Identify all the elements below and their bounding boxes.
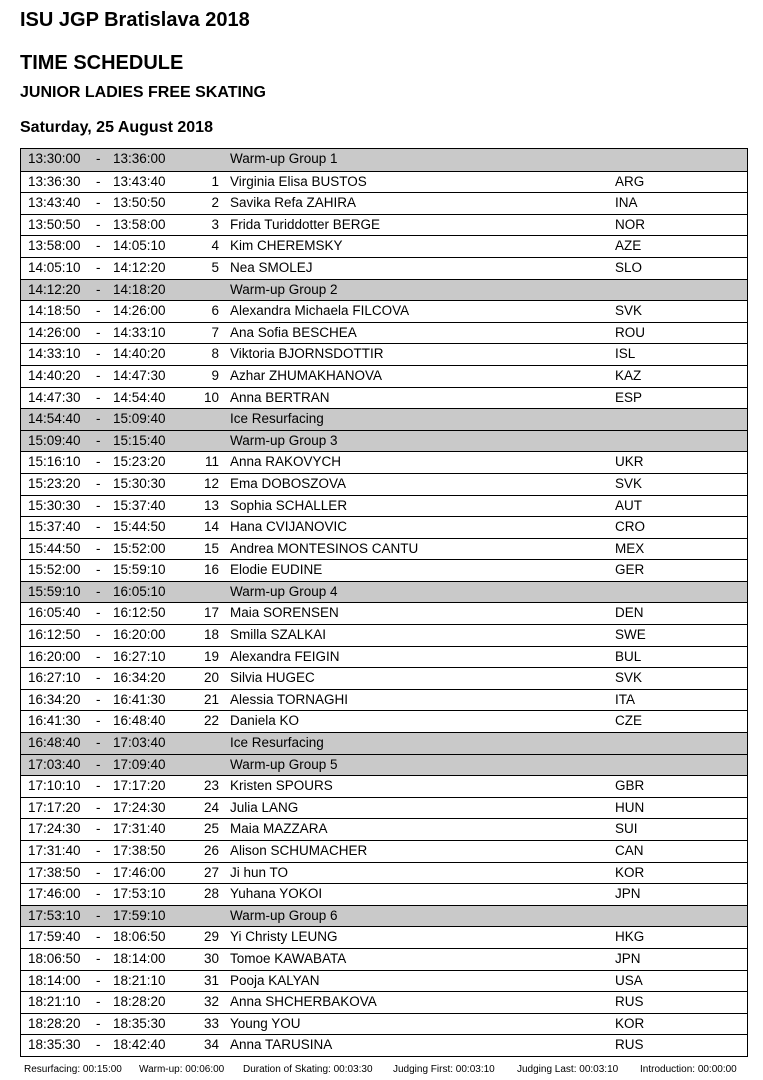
entry-name: Alessia TORNAGHI bbox=[230, 691, 349, 707]
entry-name: Savika Refa ZAHIRA bbox=[230, 195, 357, 211]
start-time: 13:43:40 bbox=[28, 195, 81, 211]
start-number: 7 bbox=[211, 324, 219, 340]
schedule-skater-row bbox=[21, 387, 747, 409]
start-number: 2 bbox=[211, 195, 219, 211]
entry-name: Tomoe KAWABATA bbox=[230, 950, 347, 966]
start-time: 14:47:30 bbox=[28, 389, 81, 405]
nation-code: KAZ bbox=[615, 367, 642, 383]
start-time: 17:31:40 bbox=[28, 843, 81, 858]
end-time: 16:34:20 bbox=[113, 670, 166, 686]
end-time: 17:46:00 bbox=[113, 864, 166, 880]
entry-name: Frida Turiddotter BERGE bbox=[230, 216, 381, 232]
time-separator: - bbox=[96, 627, 101, 643]
entry-name: Sophia SCHALLER bbox=[230, 497, 348, 513]
time-separator: - bbox=[96, 778, 101, 794]
entry-name: Silvia HUGEC bbox=[230, 670, 315, 686]
start-number: 28 bbox=[203, 886, 219, 902]
nation-code: SVK bbox=[615, 670, 643, 686]
end-time: 14:12:20 bbox=[113, 259, 166, 275]
time-separator: - bbox=[96, 691, 101, 707]
nation-code: KOR bbox=[615, 864, 645, 880]
nation-code: JPN bbox=[615, 886, 641, 902]
schedule-table bbox=[20, 148, 748, 1057]
end-time: 16:41:30 bbox=[113, 691, 166, 707]
schedule-skater-row bbox=[21, 451, 747, 473]
start-number: 22 bbox=[203, 713, 219, 729]
start-time: 18:21:10 bbox=[28, 994, 81, 1010]
end-time: 17:59:10 bbox=[113, 907, 166, 923]
time-separator: - bbox=[96, 605, 101, 621]
end-time: 18:28:20 bbox=[113, 994, 166, 1010]
page-subtitle: JUNIOR LADIES FREE SKATING bbox=[20, 84, 266, 101]
entry-name: Warm-up Group 5 bbox=[230, 756, 338, 772]
schedule-skater-row bbox=[21, 171, 747, 193]
start-number: 13 bbox=[203, 497, 219, 513]
start-time: 14:05:10 bbox=[28, 259, 81, 275]
entry-name: Ice Resurfacing bbox=[230, 735, 324, 751]
entry-name: Ice Resurfacing bbox=[230, 411, 324, 427]
end-time: 14:33:10 bbox=[113, 324, 166, 340]
schedule-skater-row bbox=[21, 883, 747, 905]
schedule-skater-row bbox=[21, 602, 747, 624]
nation-code: JPN bbox=[615, 950, 641, 966]
start-time: 18:35:30 bbox=[28, 1037, 81, 1053]
start-number: 29 bbox=[203, 929, 219, 945]
start-time: 15:44:50 bbox=[28, 540, 81, 556]
entry-name: Ema DOBOSZOVA bbox=[230, 475, 347, 491]
schedule-skater-row bbox=[21, 970, 747, 992]
schedule-segment-row bbox=[21, 754, 747, 776]
time-separator: - bbox=[96, 1037, 101, 1053]
start-time: 14:26:00 bbox=[28, 324, 81, 340]
schedule-skater-row bbox=[21, 818, 747, 840]
schedule-skater-row bbox=[21, 710, 747, 732]
entry-name: Julia LANG bbox=[230, 799, 299, 815]
start-time: 17:17:20 bbox=[28, 799, 81, 815]
footer-duration: Duration of Skating: 00:03:30 bbox=[243, 1064, 373, 1075]
end-time: 16:05:10 bbox=[113, 583, 166, 599]
end-time: 13:43:40 bbox=[113, 173, 166, 189]
footer-warmup: Warm-up: 00:06:00 bbox=[139, 1064, 225, 1075]
end-time: 15:37:40 bbox=[113, 497, 166, 513]
nation-code: UKR bbox=[615, 454, 644, 470]
nation-code: ITA bbox=[615, 691, 635, 707]
time-separator: - bbox=[96, 238, 101, 254]
entry-name: Warm-up Group 4 bbox=[230, 583, 338, 599]
schedule-skater-row bbox=[21, 495, 747, 517]
schedule-date: Saturday, 25 August 2018 bbox=[20, 119, 213, 136]
nation-code: SVK bbox=[615, 303, 643, 319]
start-number: 25 bbox=[203, 821, 219, 837]
time-separator: - bbox=[96, 864, 101, 880]
schedule-segment-row bbox=[21, 430, 747, 452]
entry-name: Alexandra FEIGIN bbox=[230, 648, 340, 664]
entry-name: Smilla SZALKAI bbox=[230, 627, 327, 643]
start-time: 13:36:30 bbox=[28, 173, 81, 189]
entry-name: Maia MAZZARA bbox=[230, 821, 328, 837]
start-time: 17:03:40 bbox=[28, 756, 81, 772]
entry-name: Virginia Elisa BUSTOS bbox=[230, 173, 367, 189]
start-time: 18:06:50 bbox=[28, 950, 81, 966]
nation-code: SVK bbox=[615, 475, 643, 491]
end-time: 15:44:50 bbox=[113, 519, 166, 535]
entry-name: Azhar ZHUMAKHANOVA bbox=[230, 367, 383, 383]
time-separator: - bbox=[96, 497, 101, 513]
start-time: 14:54:40 bbox=[28, 411, 81, 427]
footer-resurfacing: Resurfacing: 00:15:00 bbox=[24, 1064, 122, 1075]
start-time: 17:10:10 bbox=[28, 778, 81, 794]
time-separator: - bbox=[96, 540, 101, 556]
time-separator: - bbox=[96, 519, 101, 535]
nation-code: USA bbox=[615, 972, 643, 988]
end-time: 16:48:40 bbox=[113, 713, 166, 729]
footer-judging-first: Judging First: 00:03:10 bbox=[393, 1064, 495, 1075]
start-number: 18 bbox=[203, 627, 219, 643]
schedule-skater-row bbox=[21, 300, 747, 322]
start-time: 15:23:20 bbox=[28, 475, 81, 491]
time-separator: - bbox=[96, 346, 101, 362]
entry-name: Kristen SPOURS bbox=[230, 778, 333, 794]
time-separator: - bbox=[96, 195, 101, 211]
entry-name: Anna TARUSINA bbox=[230, 1037, 333, 1053]
nation-code: HUN bbox=[615, 799, 645, 815]
nation-code: SWE bbox=[615, 627, 646, 643]
start-time: 15:30:30 bbox=[28, 497, 81, 513]
time-separator: - bbox=[96, 151, 101, 166]
nation-code: DEN bbox=[615, 605, 644, 621]
start-number: 21 bbox=[203, 691, 219, 707]
entry-name: Anna SHCHERBAKOVA bbox=[230, 994, 377, 1010]
end-time: 13:50:50 bbox=[113, 195, 166, 211]
start-number: 10 bbox=[203, 389, 219, 405]
time-separator: - bbox=[96, 454, 101, 470]
start-time: 16:05:40 bbox=[28, 605, 81, 621]
schedule-skater-row bbox=[21, 775, 747, 797]
entry-name: Ji hun TO bbox=[230, 864, 289, 880]
time-separator: - bbox=[96, 1015, 101, 1031]
time-separator: - bbox=[96, 411, 101, 427]
start-time: 13:58:00 bbox=[28, 238, 81, 254]
schedule-skater-row bbox=[21, 667, 747, 689]
nation-code: ISL bbox=[615, 346, 636, 362]
end-time: 17:53:10 bbox=[113, 886, 166, 902]
time-separator: - bbox=[96, 173, 101, 189]
time-separator: - bbox=[96, 389, 101, 405]
start-number: 9 bbox=[211, 367, 219, 383]
time-separator: - bbox=[96, 324, 101, 340]
start-number: 33 bbox=[203, 1015, 219, 1031]
schedule-skater-row bbox=[21, 343, 747, 365]
schedule-footer bbox=[0, 1062, 763, 1080]
end-time: 17:38:50 bbox=[113, 843, 166, 858]
end-time: 16:12:50 bbox=[113, 605, 166, 621]
end-time: 17:17:20 bbox=[113, 778, 166, 794]
schedule-skater-row bbox=[21, 473, 747, 495]
end-time: 13:58:00 bbox=[113, 216, 166, 232]
time-separator: - bbox=[96, 281, 101, 297]
time-separator: - bbox=[96, 907, 101, 923]
nation-code: CAN bbox=[615, 843, 644, 858]
start-time: 15:37:40 bbox=[28, 519, 81, 535]
start-number: 5 bbox=[211, 259, 219, 275]
start-time: 13:50:50 bbox=[28, 216, 81, 232]
schedule-skater-row bbox=[21, 689, 747, 711]
schedule-skater-row bbox=[21, 840, 747, 862]
schedule-skater-row bbox=[21, 538, 747, 560]
start-time: 18:28:20 bbox=[28, 1015, 81, 1031]
start-number: 23 bbox=[203, 778, 219, 794]
start-number: 12 bbox=[203, 475, 219, 491]
schedule-skater-row bbox=[21, 862, 747, 884]
schedule-segment-row bbox=[21, 732, 747, 754]
start-time: 18:14:00 bbox=[28, 972, 81, 988]
entry-name: Warm-up Group 6 bbox=[230, 907, 338, 923]
event-title: ISU JGP Bratislava 2018 bbox=[20, 9, 250, 31]
time-separator: - bbox=[96, 886, 101, 902]
start-time: 15:09:40 bbox=[28, 432, 81, 448]
start-time: 17:53:10 bbox=[28, 907, 81, 923]
start-time: 14:18:50 bbox=[28, 303, 81, 319]
end-time: 14:26:00 bbox=[113, 303, 166, 319]
entry-name: Daniela KO bbox=[230, 713, 300, 729]
schedule-skater-row bbox=[21, 559, 747, 581]
nation-code: GBR bbox=[615, 778, 645, 794]
start-time: 14:40:20 bbox=[28, 367, 81, 383]
end-time: 17:03:40 bbox=[113, 735, 166, 751]
start-number: 26 bbox=[203, 843, 219, 858]
start-time: 15:16:10 bbox=[28, 454, 81, 470]
end-time: 17:09:40 bbox=[113, 756, 166, 772]
end-time: 18:06:50 bbox=[113, 929, 166, 945]
schedule-skater-row bbox=[21, 1034, 747, 1056]
start-time: 16:12:50 bbox=[28, 627, 81, 643]
nation-code: HKG bbox=[615, 929, 645, 945]
end-time: 14:54:40 bbox=[113, 389, 166, 405]
start-number: 19 bbox=[203, 648, 219, 664]
schedule-skater-row bbox=[21, 646, 747, 668]
start-time: 14:33:10 bbox=[28, 346, 81, 362]
start-time: 16:27:10 bbox=[28, 670, 81, 686]
entry-name: Warm-up Group 2 bbox=[230, 281, 338, 297]
schedule-skater-row bbox=[21, 192, 747, 214]
time-separator: - bbox=[96, 756, 101, 772]
nation-code: BUL bbox=[615, 648, 642, 664]
end-time: 13:36:00 bbox=[113, 151, 166, 166]
end-time: 15:30:30 bbox=[113, 475, 166, 491]
footer-judging-last: Judging Last: 00:03:10 bbox=[517, 1064, 619, 1075]
start-number: 8 bbox=[211, 346, 219, 362]
start-time: 17:24:30 bbox=[28, 821, 81, 837]
start-number: 20 bbox=[203, 670, 219, 686]
nation-code: INA bbox=[615, 195, 638, 211]
time-separator: - bbox=[96, 994, 101, 1010]
end-time: 17:31:40 bbox=[113, 821, 166, 837]
schedule-skater-row bbox=[21, 516, 747, 538]
nation-code: CRO bbox=[615, 519, 645, 535]
time-separator: - bbox=[96, 972, 101, 988]
time-separator: - bbox=[96, 216, 101, 232]
end-time: 18:35:30 bbox=[113, 1015, 166, 1031]
entry-name: Yuhana YOKOI bbox=[230, 886, 323, 902]
start-number: 27 bbox=[203, 864, 219, 880]
end-time: 15:52:00 bbox=[113, 540, 166, 556]
time-separator: - bbox=[96, 929, 101, 945]
entry-name: Warm-up Group 1 bbox=[230, 151, 338, 166]
start-time: 16:41:30 bbox=[28, 713, 81, 729]
nation-code: CZE bbox=[615, 713, 642, 729]
end-time: 14:47:30 bbox=[113, 367, 166, 383]
nation-code: ESP bbox=[615, 389, 643, 405]
schedule-segment-row bbox=[21, 149, 747, 171]
time-separator: - bbox=[96, 950, 101, 966]
start-number: 1 bbox=[211, 173, 219, 189]
nation-code: ARG bbox=[615, 173, 645, 189]
time-separator: - bbox=[96, 367, 101, 383]
start-time: 15:59:10 bbox=[28, 583, 81, 599]
end-time: 15:59:10 bbox=[113, 562, 166, 578]
page-title: TIME SCHEDULE bbox=[20, 52, 184, 74]
end-time: 15:15:40 bbox=[113, 432, 166, 448]
schedule-segment-row bbox=[21, 581, 747, 603]
schedule-skater-row bbox=[21, 948, 747, 970]
nation-code: RUS bbox=[615, 1037, 644, 1053]
schedule-skater-row bbox=[21, 214, 747, 236]
start-number: 16 bbox=[203, 562, 219, 578]
nation-code: MEX bbox=[615, 540, 645, 556]
entry-name: Andrea MONTESINOS CANTU bbox=[230, 540, 419, 556]
start-number: 4 bbox=[211, 238, 219, 254]
nation-code: AUT bbox=[615, 497, 642, 513]
time-separator: - bbox=[96, 713, 101, 729]
time-separator: - bbox=[96, 799, 101, 815]
time-separator: - bbox=[96, 303, 101, 319]
start-number: 17 bbox=[203, 605, 219, 621]
time-separator: - bbox=[96, 562, 101, 578]
schedule-skater-row bbox=[21, 991, 747, 1013]
nation-code: RUS bbox=[615, 994, 644, 1010]
nation-code: GER bbox=[615, 562, 645, 578]
end-time: 18:21:10 bbox=[113, 972, 166, 988]
start-number: 30 bbox=[203, 950, 219, 966]
schedule-skater-row bbox=[21, 365, 747, 387]
time-separator: - bbox=[96, 735, 101, 751]
entry-name: Pooja KALYAN bbox=[230, 972, 320, 988]
end-time: 15:23:20 bbox=[113, 454, 166, 470]
start-number: 34 bbox=[203, 1037, 219, 1053]
nation-code: ROU bbox=[615, 324, 645, 340]
time-separator: - bbox=[96, 475, 101, 491]
schedule-skater-row bbox=[21, 624, 747, 646]
time-separator: - bbox=[96, 648, 101, 664]
start-number: 31 bbox=[203, 972, 219, 988]
time-separator: - bbox=[96, 583, 101, 599]
start-time: 17:38:50 bbox=[28, 864, 81, 880]
end-time: 14:05:10 bbox=[113, 238, 166, 254]
entry-name: Ana Sofia BESCHEA bbox=[230, 324, 357, 340]
end-time: 18:42:40 bbox=[113, 1037, 166, 1053]
start-number: 3 bbox=[211, 216, 219, 232]
entry-name: Anna RAKOVYCH bbox=[230, 454, 342, 470]
schedule-skater-row bbox=[21, 322, 747, 344]
schedule-skater-row bbox=[21, 926, 747, 948]
start-number: 15 bbox=[203, 540, 219, 556]
end-time: 15:09:40 bbox=[113, 411, 166, 427]
entry-name: Warm-up Group 3 bbox=[230, 432, 338, 448]
entry-name: Yi Christy LEUNG bbox=[230, 929, 338, 945]
start-time: 16:34:20 bbox=[28, 691, 81, 707]
end-time: 14:18:20 bbox=[113, 281, 166, 297]
time-separator: - bbox=[96, 432, 101, 448]
entry-name: Elodie EUDINE bbox=[230, 562, 323, 578]
entry-name: Hana CVIJANOVIC bbox=[230, 519, 348, 535]
nation-code: SLO bbox=[615, 259, 643, 275]
time-separator: - bbox=[96, 670, 101, 686]
start-time: 16:48:40 bbox=[28, 735, 81, 751]
time-separator: - bbox=[96, 821, 101, 837]
schedule-segment-row bbox=[21, 279, 747, 301]
start-number: 24 bbox=[203, 799, 219, 815]
entry-name: Kim CHEREMSKY bbox=[230, 238, 343, 254]
start-number: 6 bbox=[211, 303, 219, 319]
nation-code: SUI bbox=[615, 821, 638, 837]
schedule-skater-row bbox=[21, 235, 747, 257]
end-time: 16:27:10 bbox=[113, 648, 166, 664]
entry-name: Alison SCHUMACHER bbox=[230, 843, 368, 858]
schedule-segment-row bbox=[21, 408, 747, 430]
entry-name: Nea SMOLEJ bbox=[230, 259, 313, 275]
start-time: 17:46:00 bbox=[28, 886, 81, 902]
start-time: 14:12:20 bbox=[28, 281, 81, 297]
time-separator: - bbox=[96, 843, 101, 858]
entry-name: Alexandra Michaela FILCOVA bbox=[230, 303, 410, 319]
entry-name: Young YOU bbox=[230, 1015, 301, 1031]
footer-introduction: Introduction: 00:00:00 bbox=[640, 1064, 737, 1075]
nation-code: NOR bbox=[615, 216, 645, 232]
start-time: 16:20:00 bbox=[28, 648, 81, 664]
schedule-skater-row bbox=[21, 797, 747, 819]
start-time: 15:52:00 bbox=[28, 562, 81, 578]
nation-code: AZE bbox=[615, 238, 642, 254]
nation-code: KOR bbox=[615, 1015, 645, 1031]
entry-name: Maia SORENSEN bbox=[230, 605, 339, 621]
end-time: 14:40:20 bbox=[113, 346, 166, 362]
time-separator: - bbox=[96, 259, 101, 275]
start-number: 11 bbox=[204, 454, 219, 470]
schedule-segment-row bbox=[21, 905, 747, 927]
start-time: 13:30:00 bbox=[28, 151, 81, 166]
entry-name: Viktoria BJORNSDOTTIR bbox=[230, 346, 384, 362]
start-time: 17:59:40 bbox=[28, 929, 81, 945]
start-number: 32 bbox=[203, 994, 219, 1010]
entry-name: Anna BERTRAN bbox=[230, 389, 330, 405]
end-time: 17:24:30 bbox=[113, 799, 166, 815]
end-time: 16:20:00 bbox=[113, 627, 166, 643]
schedule-skater-row bbox=[21, 257, 747, 279]
end-time: 18:14:00 bbox=[113, 950, 166, 966]
start-number: 14 bbox=[203, 519, 219, 535]
schedule-skater-row bbox=[21, 1013, 747, 1035]
